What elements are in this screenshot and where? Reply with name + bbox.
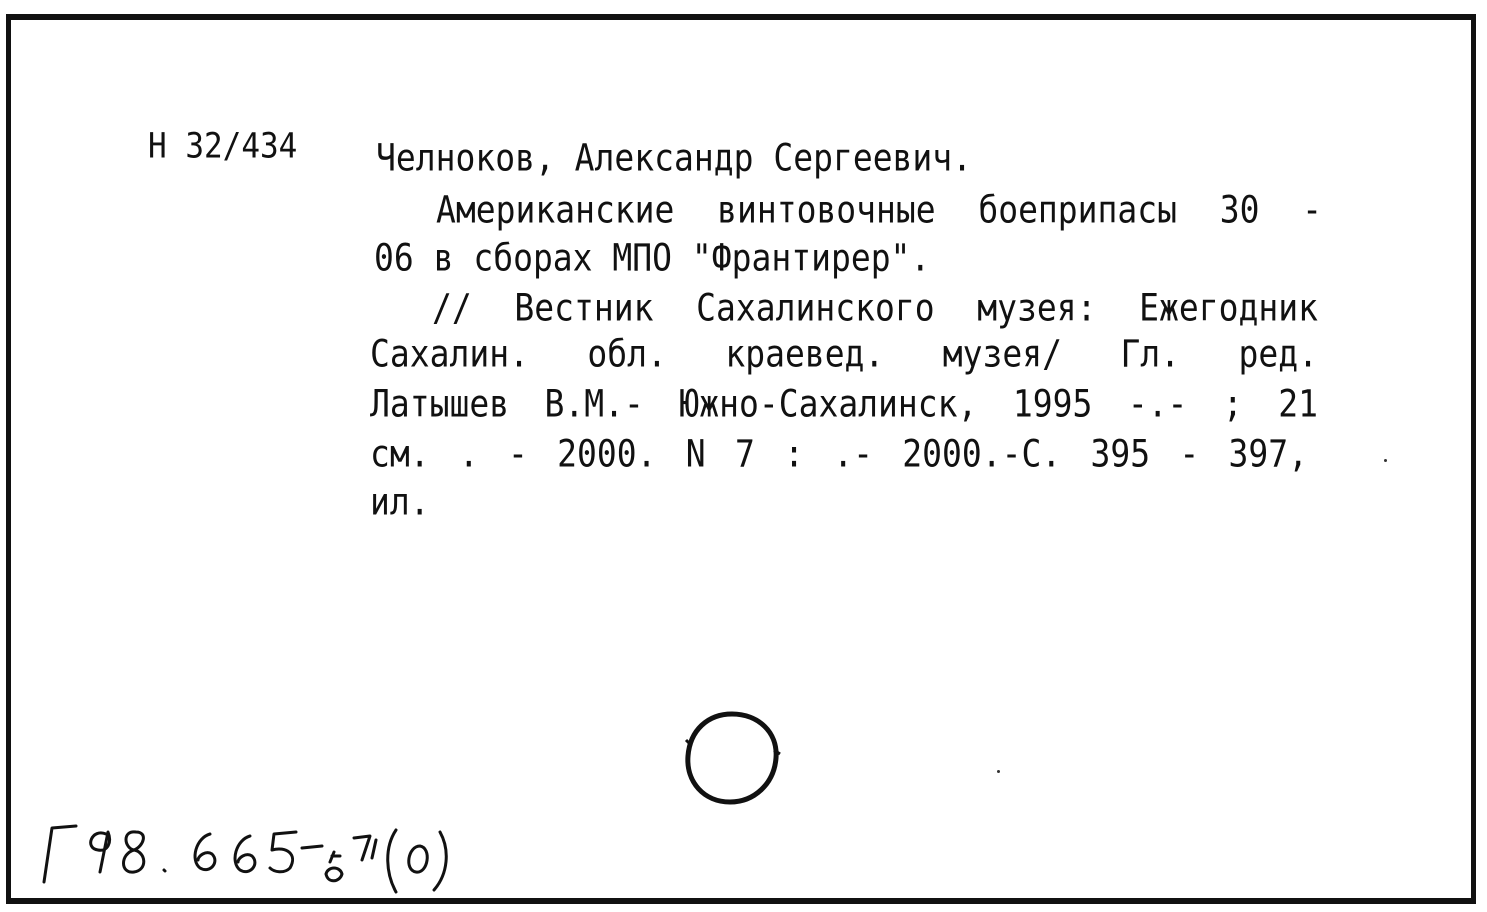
title-line-1: Американские винтовочные боеприпасы 30 - [436, 188, 1322, 232]
ink-speck [1384, 459, 1387, 462]
title-line-2: 06 в сборах МПО "Франтирер". [374, 236, 931, 280]
circle-stamp-icon [680, 710, 784, 810]
shelfmark: Н 32/434 [148, 126, 298, 167]
source-line-1: // Вестник Сахалинского музея: Ежегодник [432, 286, 1318, 330]
source-line-4: см. . - 2000. N 7 : .- 2000.-С. 395 - 397, [370, 432, 1308, 476]
author-line: Челноков, Александр Сергеевич. [376, 136, 973, 180]
source-line-2: Сахалин. обл. краевед. музея/ Гл. ред. [370, 332, 1318, 376]
source-line-5: ил. [370, 480, 430, 524]
source-line-3: Латышев В.М.- Южно-Сахалинск, 1995 -.- ; 21 [370, 382, 1318, 426]
ink-speck [997, 770, 1000, 773]
handwritten-call-number [36, 812, 506, 902]
